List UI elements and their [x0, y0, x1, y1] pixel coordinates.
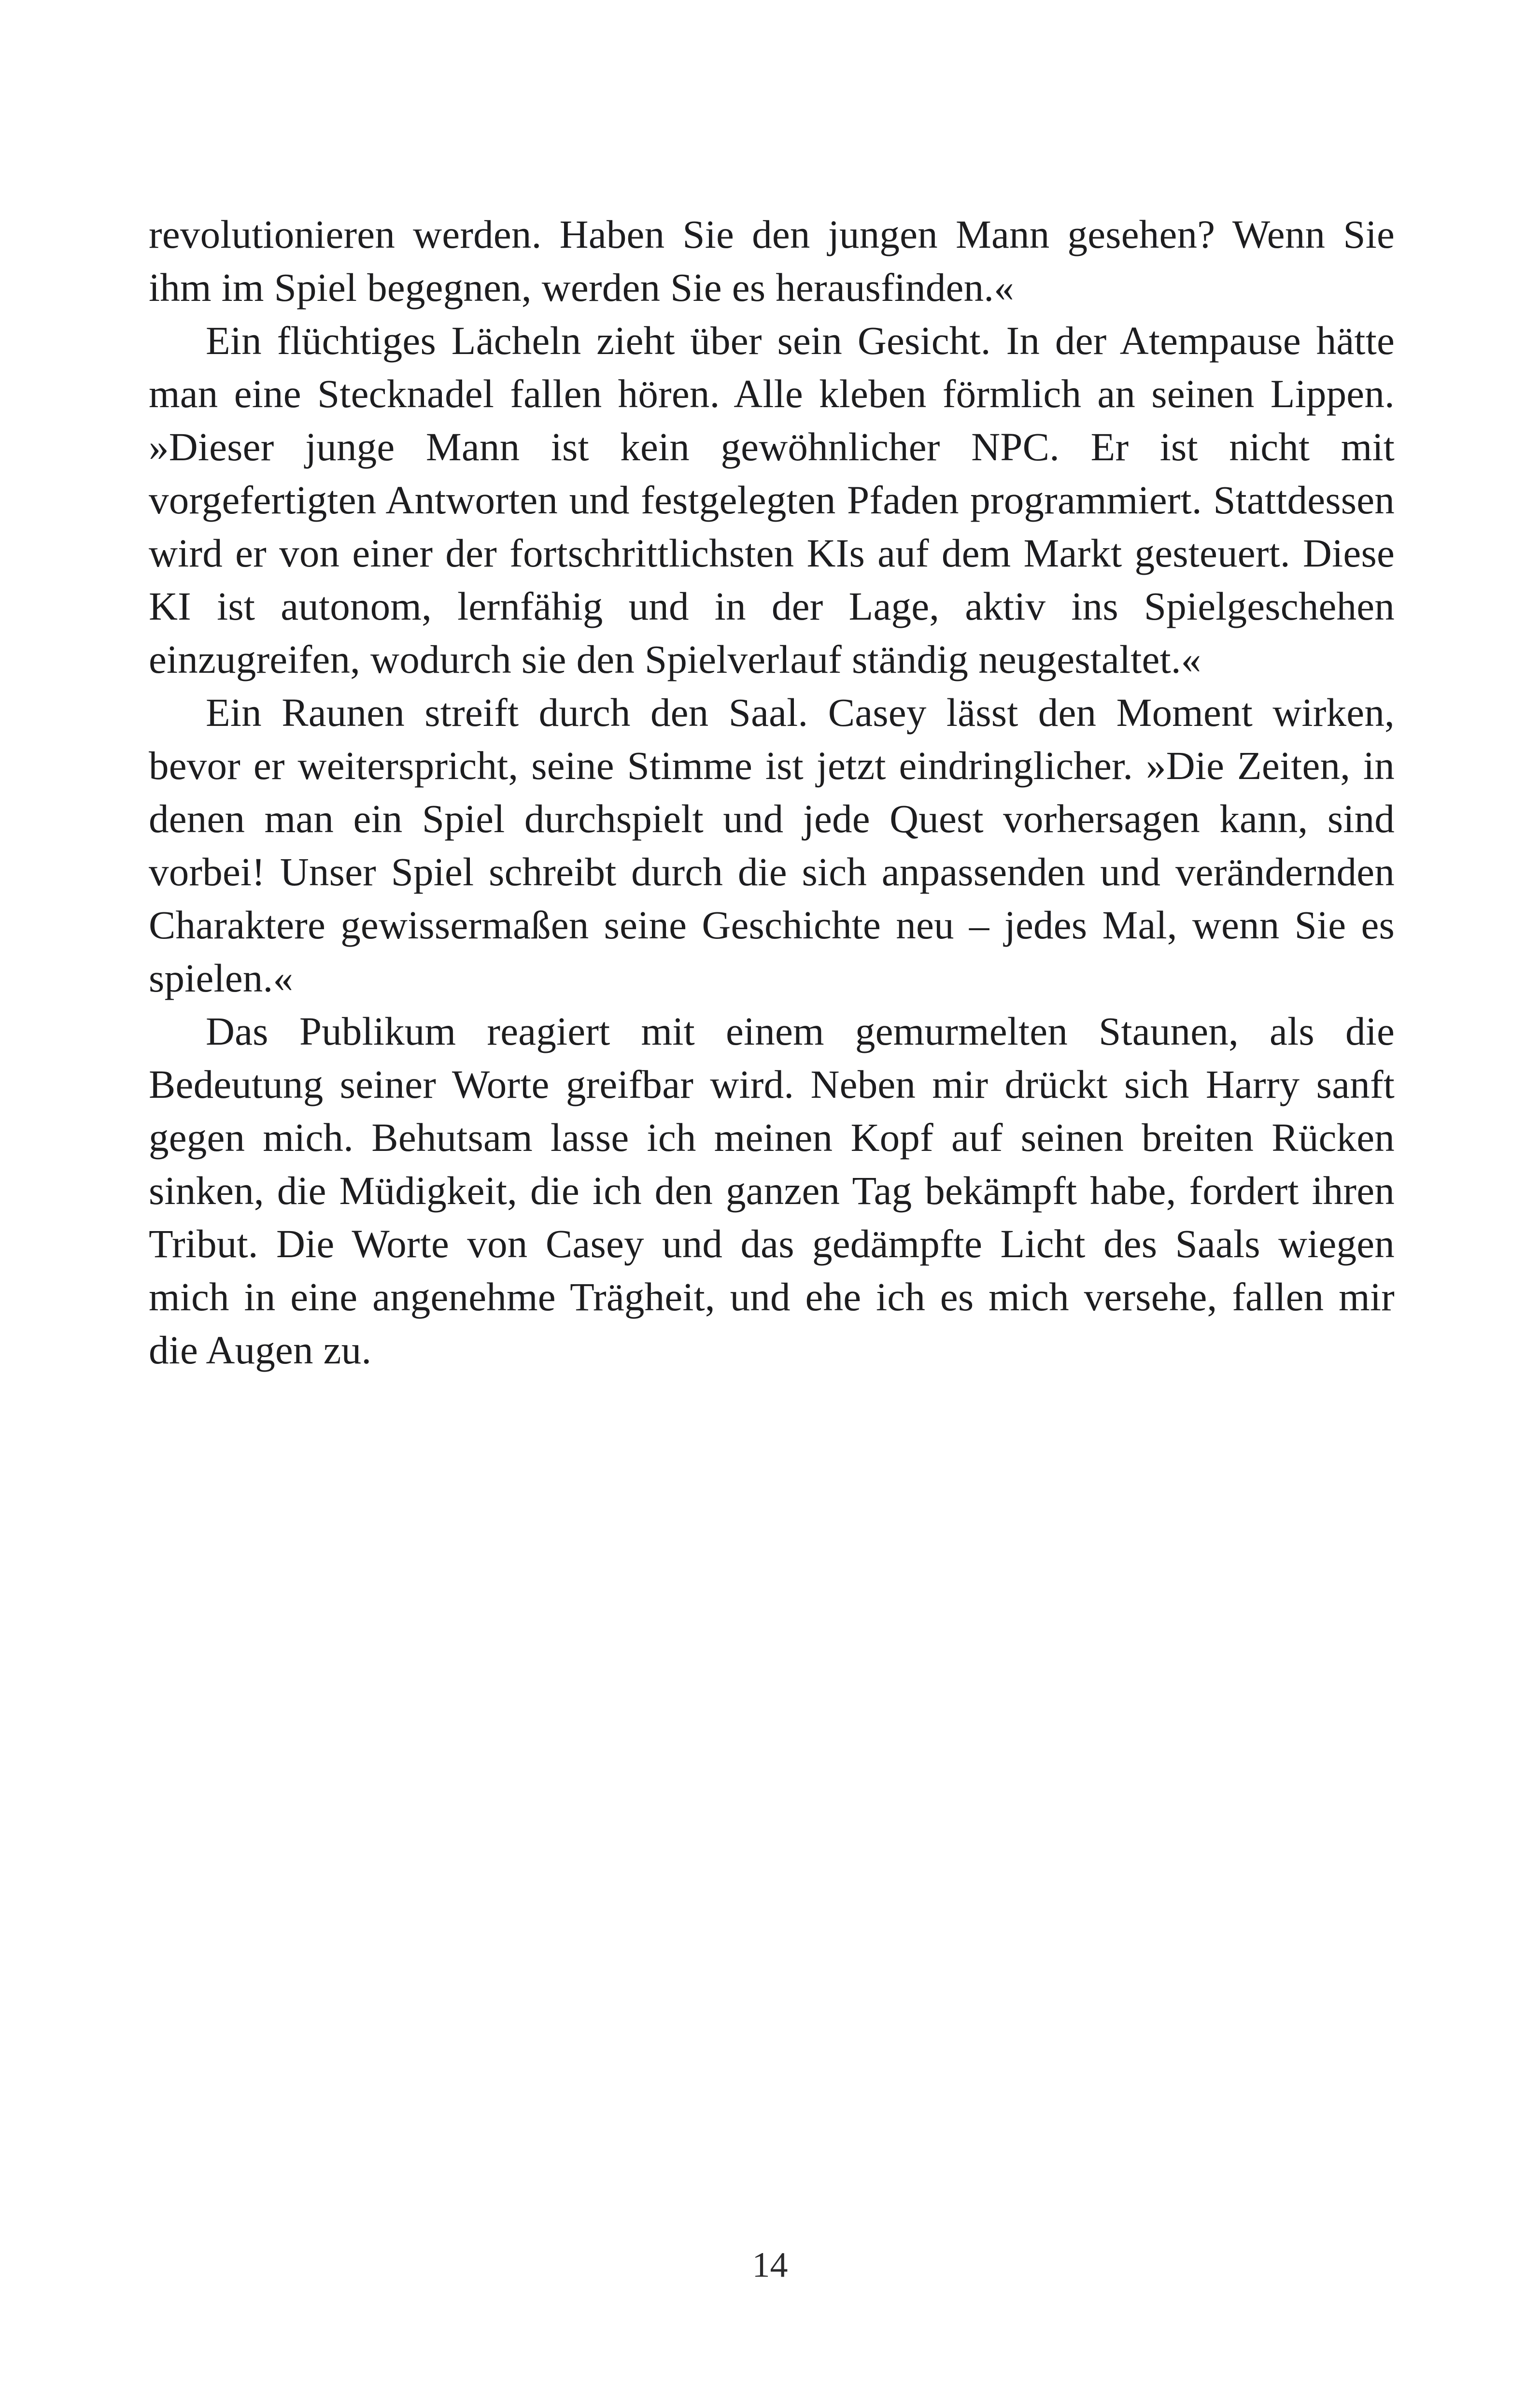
- paragraph: Ein Raunen streift durch den Saal. Casey lässt den Moment wirken, bevor er weiterspricht, seine Stimme ist jetzt eindringlicher. »Die Zeiten, in denen man ein Spiel durchspielt und jede Quest vorhersagen kann, sind vorbei! Unser Spiel schreibt durch die sich anpassenden und verändernden Charaktere gewissermaßen seine Geschichte neu – jedes Mal, wenn Sie es spielen.«: [149, 690, 1395, 1000]
- paragraph: Das Publikum reagiert mit einem gemurmelten Staunen, als die Bedeutung seiner Worte greifbar wird. Neben mir drückt sich Harry sanft gegen mich. Behutsam lasse ich meinen Kopf auf seinen breiten Rücken sinken, die Müdigkeit, die ich den ganzen Tag bekämpft habe, fordert ihren Tribut. Die Worte von Casey und das gedämpfte Licht des Saals wiegen mich in eine angenehme Trägheit, und ehe ich es mich versehe, fallen mir die Augen zu.: [149, 1009, 1395, 1372]
- paragraph: revolutionieren werden. Haben Sie den jungen Mann gesehen? Wenn Sie ihm im Spiel begegnen, werden Sie es herausfinden.«: [149, 212, 1395, 310]
- page-number: 14: [752, 2245, 788, 2285]
- body-text: [149, 208, 1395, 1376]
- paragraph: Ein flüchtiges Lächeln zieht über sein Gesicht. In der Atempause hätte man eine Stecknadel fallen hören. Alle kleben förmlich an seinen Lippen. »Dieser junge Mann ist kein gewöhnlicher NPC. Er ist nicht mit vorgefertigten Antworten und festgelegten Pfaden programmiert. Stattdessen wird er von einer der fortschrittlichsten KIs auf dem Markt gesteuert. Diese KI ist autonom, lernfähig und in der Lage, aktiv ins Spielgeschehen einzugreifen, wodurch sie den Spielverlauf ständig neugestaltet.«: [149, 318, 1395, 681]
